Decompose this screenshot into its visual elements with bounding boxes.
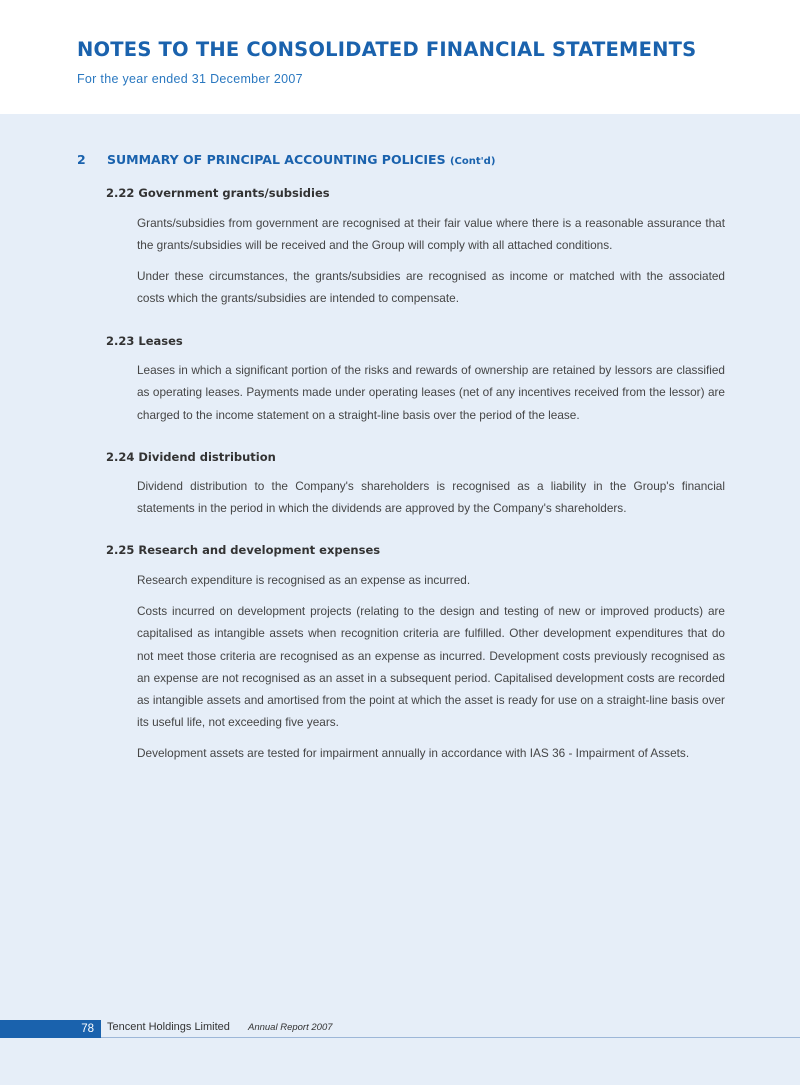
footer-company: Tencent Holdings Limited <box>107 1021 230 1033</box>
document-title: NOTES TO THE CONSOLIDATED FINANCIAL STATEMENTS <box>77 38 697 61</box>
subsection-heading-2-22: 2.22 Government grants/subsidies <box>106 186 330 200</box>
paragraph: Leases in which a significant portion of the risks and rewards of ownership are retained by lessors are classified as operating leases. Payments made under operating leases (net of any incentives received from the lessor) are charged to the income statement on a straight-line basis over the period of the lease. <box>137 363 725 422</box>
paragraph: Research expenditure is recognised as an expense as incurred. <box>137 573 471 587</box>
subsection-heading-2-24: 2.24 Dividend distribution <box>106 450 276 464</box>
section-number: 2 <box>77 152 86 167</box>
subsection-heading-2-23: 2.23 Leases <box>106 334 183 348</box>
section-contd: (Cont'd) <box>449 156 496 167</box>
document-subtitle: For the year ended 31 December 2007 <box>77 72 303 86</box>
section-heading <box>77 152 495 167</box>
paragraph: Grants/subsidies from government are recognised at their fair value where there is a reasonable assurance that the grants/subsidies will be received and the Group will comply with all attached conditions. <box>137 216 725 253</box>
footer-divider <box>0 1037 800 1038</box>
paragraph: Dividend distribution to the Company's shareholders is recognised as a liability in the Group's financial statements in the period in which the dividends are approved by the Company's shareholders. <box>137 479 725 516</box>
page-header <box>0 0 800 114</box>
paragraph: Costs incurred on development projects (relating to the design and testing of new or improved products) are capitalised as intangible assets when recognition criteria are fulfilled. Other development expenditures that do not meet those criteria are recognised as an expense as incurred. Development costs previously recognised as an expense are not recognised as an asset in a subsequent period. Capitalised development costs are recorded as intangible assets and amortised from the point at which the asset is ready for use on a straight-line basis over its useful life, not exceeding five years. <box>137 604 725 730</box>
section-title: SUMMARY OF PRINCIPAL ACCOUNTING POLICIES <box>107 152 446 167</box>
page-number: 78 <box>0 1020 101 1038</box>
paragraph: Under these circumstances, the grants/subsidies are recognised as income or matched with the associated costs which the grants/subsidies are intended to compensate. <box>137 269 725 306</box>
footer-report: Annual Report 2007 <box>248 1022 333 1033</box>
paragraph: Development assets are tested for impairment annually in accordance with IAS 36 - Impairment of Assets. <box>137 746 690 760</box>
subsection-heading-2-25: 2.25 Research and development expenses <box>106 543 381 557</box>
